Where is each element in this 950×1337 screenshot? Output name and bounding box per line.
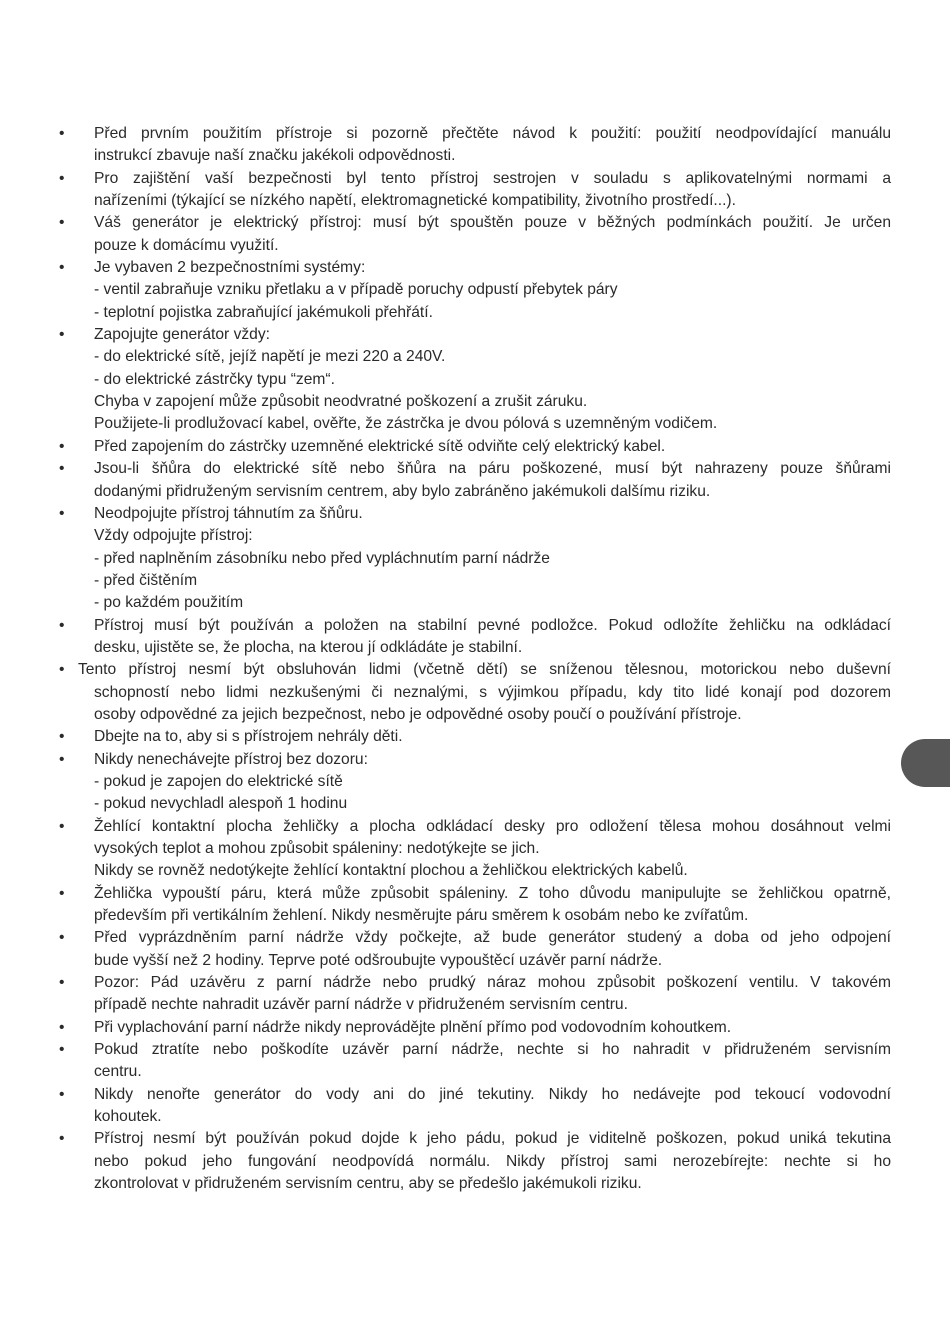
text-line: - po každém použitím	[94, 594, 244, 612]
text-line: Při vyplachování parní nádrže nikdy neprovádějte plnění přímo pod vodovodním kohoutkem.	[94, 1018, 732, 1036]
text-line: Před zapojením do zástrčky uzemněné elektrické sítě odviňte celý elektrický kabel.	[94, 437, 666, 455]
text-line: případě nechte nahradit uzávěr parní nádrže v přidruženém servisním centru.	[94, 996, 628, 1014]
text-line: Chyba v zapojení může způsobit neodvratné poškození a zrušit záruku.	[94, 393, 588, 411]
text-line: kohoutek.	[94, 1108, 162, 1126]
text-line: pouze k domácímu využití.	[94, 236, 279, 254]
text-line: centru.	[94, 1063, 142, 1081]
bullet-marker: •	[59, 974, 65, 992]
text-line: - před čištěním	[94, 571, 198, 589]
bullet-marker: •	[59, 1130, 65, 1148]
text-line: - před naplněním zásobníku nebo před vypláchnutím parní nádrže	[94, 549, 550, 567]
text-line: - pokud nevychladl alespoň 1 hodinu	[94, 795, 348, 813]
text-line: - ventil zabraňuje vzniku přetlaku a v případě poruchy odpustí přebytek páry	[94, 281, 618, 299]
list-item	[0, 615, 950, 660]
bullet-marker: •	[59, 169, 65, 187]
list-item	[0, 212, 950, 257]
text-line: dodanými přidruženým servisním centrem, aby bylo zabráněno jakémukoli dalšímu riziku.	[94, 482, 711, 500]
bullet-marker: •	[59, 125, 65, 142]
text-line: Pro zajištění vaší bezpečnosti byl tento přístroj sestrojen v souladu s aplikovatelnými normami a	[94, 169, 891, 187]
list-item	[0, 1128, 950, 1195]
text-line: Pozor: Pád uzávěru z parní nádrže nebo prudký náraz mohou způsobit poškození ventilu. V takovém	[94, 974, 891, 992]
list-item	[0, 927, 950, 972]
bullet-marker: •	[59, 326, 65, 344]
text-line: Neodpojujte přístroj táhnutím za šňůru.	[94, 504, 363, 522]
list-item	[0, 816, 950, 883]
text-line: Tento přístroj nesmí být obsluhován lidmi (včetně dětí) se sníženou tělesnou, motorickou nebo duševní	[78, 661, 891, 679]
text-line: vysokých teplot a mohou způsobit spáleniny: nedotýkejte se jich.	[94, 840, 540, 857]
bullet-marker: •	[59, 817, 65, 835]
text-line: Žehlící kontaktní plocha žehličky a plocha odkládací desky pro odložení tělesa mohou dosáhnout velmi	[94, 817, 891, 835]
text-line: Zapojujte generátor vždy:	[94, 326, 270, 344]
text-line: nebo pokud jeho fungování neodpovídá normálu. Nikdy přístroj sami nerozebírejte: nechte si ho	[94, 1152, 891, 1170]
bullet-marker: •	[59, 214, 65, 232]
list-item	[0, 436, 950, 458]
bullet-marker: •	[59, 460, 65, 478]
text-line: - teplotní pojistka zabraňující jakémukoli přehřátí.	[94, 303, 433, 321]
text-line: Použijete-li prodlužovací kabel, ověřte, že zástrčka je dvou pólová s uzemněným vodičem.	[94, 415, 718, 433]
text-line: Před prvním použitím přístroje si pozorně přečtěte návod k použití: použití neodpovídající manuálu	[94, 125, 891, 142]
text-line: desku, ujistěte se, že plocha, na kterou jí odkládáte je stabilní.	[94, 638, 523, 656]
list-item	[0, 503, 950, 615]
list-item	[0, 1017, 950, 1039]
bullet-marker: •	[59, 1085, 65, 1103]
text-line: - do elektrické zástrčky typu “zem“.	[94, 370, 335, 388]
list-item	[0, 1039, 950, 1084]
text-line: Pokud ztratíte nebo poškodíte uzávěr parní nádrže, nechte si ho nahradit v přidruženém servisním	[94, 1041, 891, 1059]
bullet-marker: •	[59, 929, 65, 947]
text-line: Nikdy se rovněž nedotýkejte žehlící kontaktní plochou a žehličkou elektrických kabelů.	[94, 862, 688, 880]
bullet-marker: •	[59, 437, 65, 455]
text-line: Dbejte na to, aby si s přístrojem nehrály děti.	[94, 728, 403, 746]
text-line: - pokud je zapojen do elektrické sítě	[94, 772, 343, 790]
text-line: Vždy odpojujte přístroj:	[94, 527, 253, 545]
text-line: Přístroj musí být používán a položen na stabilní pevné podložce. Pokud odložíte žehličku na odkládací	[94, 616, 891, 634]
bullet-marker: •	[59, 728, 65, 746]
section-tab-marker	[901, 739, 950, 787]
text-line: schopností nebo lidmi nezkušenými či neznalými, s výjimkou případu, kdy tito lidé konají pod dozorem	[94, 683, 891, 701]
safety-instructions-list	[0, 123, 950, 1196]
list-item	[0, 458, 950, 503]
text-line: osoby odpovědné za jejich bezpečnost, nebo je odpovědné osoby poučí o používání přístroje.	[94, 705, 742, 723]
list-item	[0, 257, 950, 324]
text-line: instrukcí zbavuje naší značku jakékoli odpovědnosti.	[94, 147, 456, 165]
list-item	[0, 123, 950, 168]
text-line: především při vertikálním žehlení. Nikdy nesměrujte páru směrem k osobám nebo ke zvířatům.	[94, 907, 749, 925]
list-item	[0, 749, 950, 816]
text-line: Před vyprázdněním parní nádrže vždy počkejte, až bude generátor studený a doba od jeho odpojení	[94, 929, 891, 947]
text-line: - do elektrické sítě, jejíž napětí je mezi 220 a 240V.	[94, 348, 446, 366]
text-line: zkontrolovat v přidruženém servisním centru, aby se předešlo jakémukoli riziku.	[94, 1175, 642, 1193]
bullet-marker: •	[59, 1041, 65, 1059]
list-item	[0, 883, 950, 928]
list-item	[0, 168, 950, 213]
list-item	[0, 324, 950, 436]
bullet-marker: •	[59, 616, 65, 634]
list-item	[0, 726, 950, 748]
bullet-marker: •	[59, 884, 65, 902]
bullet-marker: •	[59, 661, 65, 679]
text-line: Váš generátor je elektrický přístroj: musí být spouštěn pouze v běžných podmínkách použití. Je určen	[94, 214, 891, 232]
text-line: Žehlička vypouští páru, která může způsobit spáleniny. Z toho důvodu manipulujte se žehličkou opatrně,	[94, 884, 891, 902]
bullet-marker: •	[59, 1018, 65, 1036]
list-item	[0, 972, 950, 1017]
bullet-marker: •	[59, 750, 65, 768]
text-line: Nikdy nenechávejte přístroj bez dozoru:	[94, 750, 368, 768]
bullet-marker: •	[59, 504, 65, 522]
text-line: Je vybaven 2 bezpečnostními systémy:	[94, 259, 366, 277]
text-line: Nikdy nenořte generátor do vody ani do jiné tekutiny. Nikdy ho nedávejte pod tekoucí vodovodní	[94, 1085, 891, 1103]
list-item	[0, 1084, 950, 1129]
text-line: bude vyšší než 2 hodiny. Teprve poté odšroubujte vypouštěcí uzávěr parní nádrže.	[94, 951, 663, 969]
text-line: nařízeními (týkající se nízkého napětí, elektromagnetické kompatibility, životního prostředí...).	[94, 192, 736, 210]
text-line: Přístroj nesmí být používán pokud dojde k jeho pádu, pokud je viditelně poškozen, pokud uniká tekutina	[94, 1130, 891, 1148]
text-line: Jsou-li šňůra do elektrické sítě nebo šňůra na páru poškozené, musí být nahrazeny pouze šňůrami	[94, 460, 891, 478]
bullet-marker: •	[59, 259, 65, 277]
list-item	[0, 659, 950, 726]
